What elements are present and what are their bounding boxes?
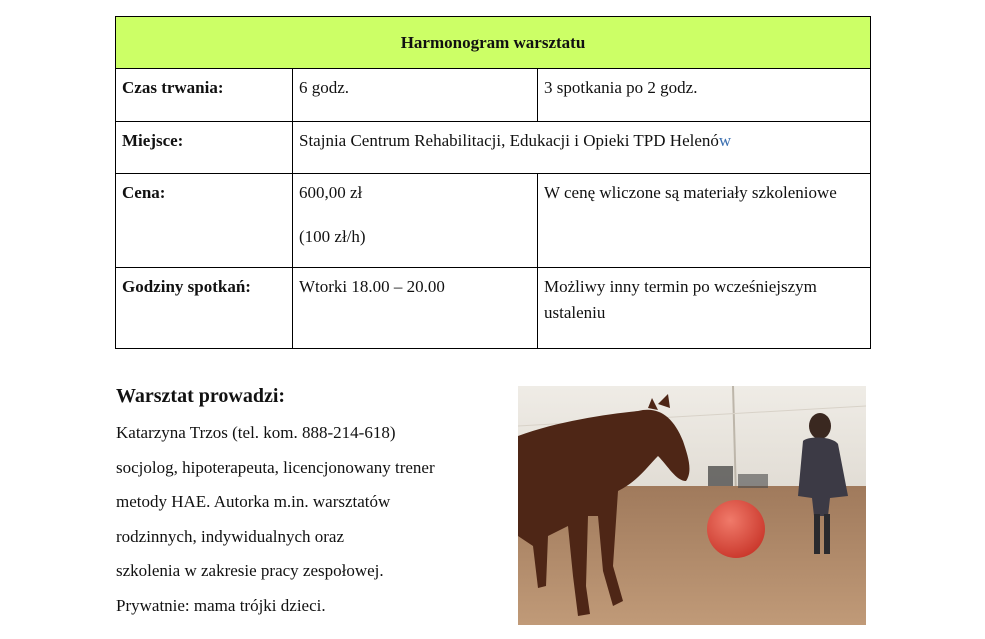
price-value: 600,00 zł (100 zł/h) [299, 183, 366, 246]
presenter-heading: Warsztat prowadzi: [116, 385, 286, 407]
presenter-line: rodzinnych, indywidualnych oraz [116, 526, 345, 546]
presenter-line: szkolenia w zakresie pracy zespołowej. [116, 561, 384, 580]
place-value: Stajnia Centrum Rehabilitacji, Edukacji i Opieki TPD Helenów [299, 131, 732, 150]
table-row [116, 268, 871, 349]
table-row [116, 122, 871, 174]
table-title: Harmonogram warsztatu [116, 17, 871, 69]
table-row [116, 174, 871, 268]
presenter-section [116, 382, 516, 623]
red-ball [707, 500, 765, 558]
row-label-hours: Godziny spotkań: [122, 277, 251, 296]
price-note: W cenę wliczone są materiały szkoleniowe [544, 183, 837, 202]
schedule-table [115, 16, 871, 349]
table-row [116, 69, 871, 122]
workshop-photo [518, 386, 866, 625]
row-label-place: Miejsce: [122, 131, 184, 150]
presenter-line: Prywatnie: mama trójki dzieci. [116, 595, 326, 615]
row-label-price: Cena: [122, 183, 166, 202]
hours-note: Możliwy inny termin po wcześniejszym ustaleniu [544, 277, 817, 322]
presenter-line: metody HAE. Autorka m.in. warsztatów [116, 492, 391, 511]
presenter-line: Katarzyna Trzos (tel. kom. 888-214-618) [116, 423, 396, 442]
row-label-duration: Czas trwania: [122, 78, 224, 97]
hours-value: Wtorki 18.00 – 20.00 [299, 277, 445, 296]
duration-note: 3 spotkania po 2 godz. [544, 78, 698, 97]
duration-value: 6 godz. [299, 78, 350, 97]
presenter-line: socjolog, hipoterapeuta, licencjonowany trener [116, 457, 435, 477]
